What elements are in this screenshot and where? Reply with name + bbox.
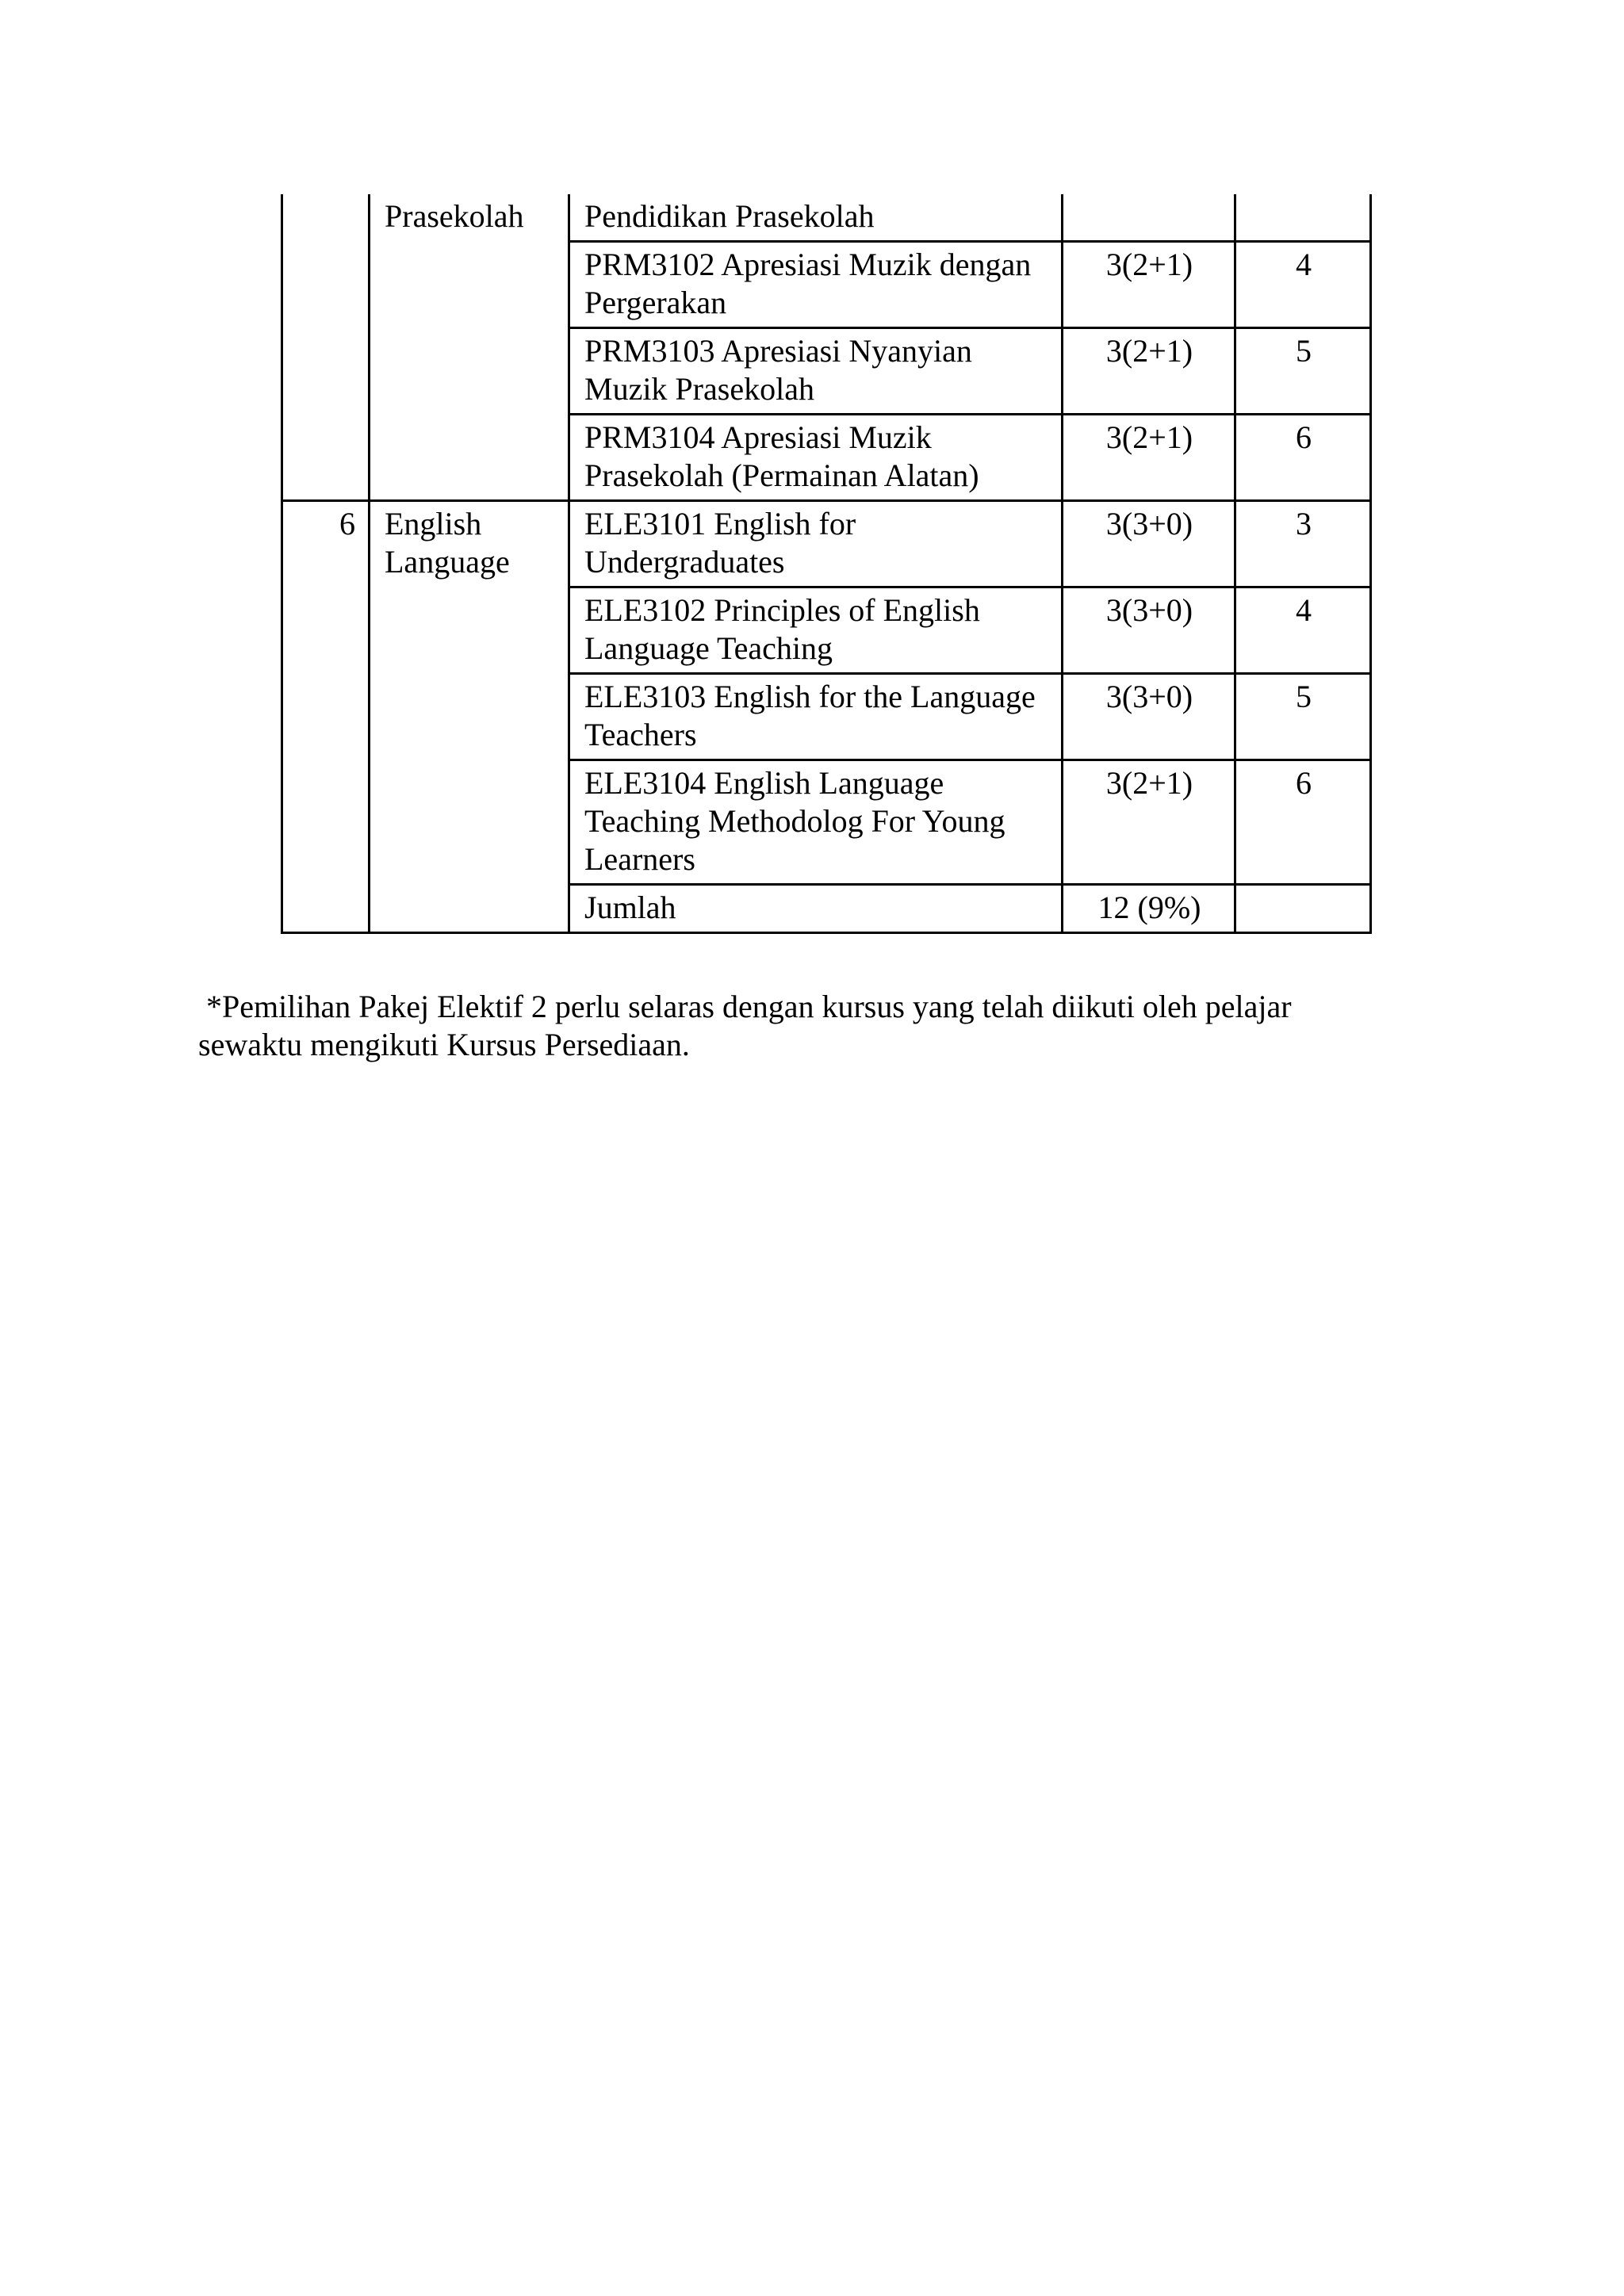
course-table (281, 194, 1372, 934)
credit-cell: 3(3+0) (1063, 587, 1235, 674)
footnote (198, 988, 1435, 1064)
semester-cell: 4 (1235, 587, 1371, 674)
table-row (282, 194, 1371, 242)
footnote-line-2: sewaktu mengikuti Kursus Persediaan. (198, 1027, 690, 1062)
course-cell: Pendidikan Prasekolah (569, 194, 1063, 242)
semester-cell: 6 (1235, 760, 1371, 885)
package-number-cell: 6 (282, 501, 370, 933)
course-cell: ELE3101 English for Undergraduates (569, 501, 1063, 587)
credit-cell: 3(2+1) (1063, 760, 1235, 885)
package-name-cell: Prasekolah (370, 194, 569, 501)
semester-cell (1235, 194, 1371, 242)
package-number-cell (282, 194, 370, 501)
total-credit: 12 (9%) (1063, 885, 1235, 933)
semester-cell: 6 (1235, 415, 1371, 501)
credit-cell (1063, 194, 1235, 242)
credit-cell: 3(2+1) (1063, 415, 1235, 501)
semester-cell: 5 (1235, 674, 1371, 760)
semester-cell: 3 (1235, 501, 1371, 587)
semester-cell: 5 (1235, 328, 1371, 415)
course-cell: PRM3103 Apresiasi Nyanyian Muzik Prasekolah (569, 328, 1063, 415)
credit-cell: 3(2+1) (1063, 242, 1235, 328)
course-cell: PRM3102 Apresiasi Muzik dengan Pergerakan (569, 242, 1063, 328)
course-cell: ELE3102 Principles of English Language Teaching (569, 587, 1063, 674)
course-cell: ELE3103 English for the Language Teachers (569, 674, 1063, 760)
credit-cell: 3(3+0) (1063, 674, 1235, 760)
package-name-cell: English Language (370, 501, 569, 933)
credit-cell: 3(2+1) (1063, 328, 1235, 415)
semester-cell: 4 (1235, 242, 1371, 328)
course-cell: PRM3104 Apresiasi Muzik Prasekolah (Permainan Alatan) (569, 415, 1063, 501)
total-semester (1235, 885, 1371, 933)
credit-cell: 3(3+0) (1063, 501, 1235, 587)
table-row (282, 501, 1371, 587)
course-cell: ELE3104 English Language Teaching Methodolog For Young Learners (569, 760, 1063, 885)
footnote-line-1: *Pemilihan Pakej Elektif 2 perlu selaras dengan kursus yang telah diikuti oleh pelajar (198, 989, 1292, 1024)
total-label: Jumlah (569, 885, 1063, 933)
